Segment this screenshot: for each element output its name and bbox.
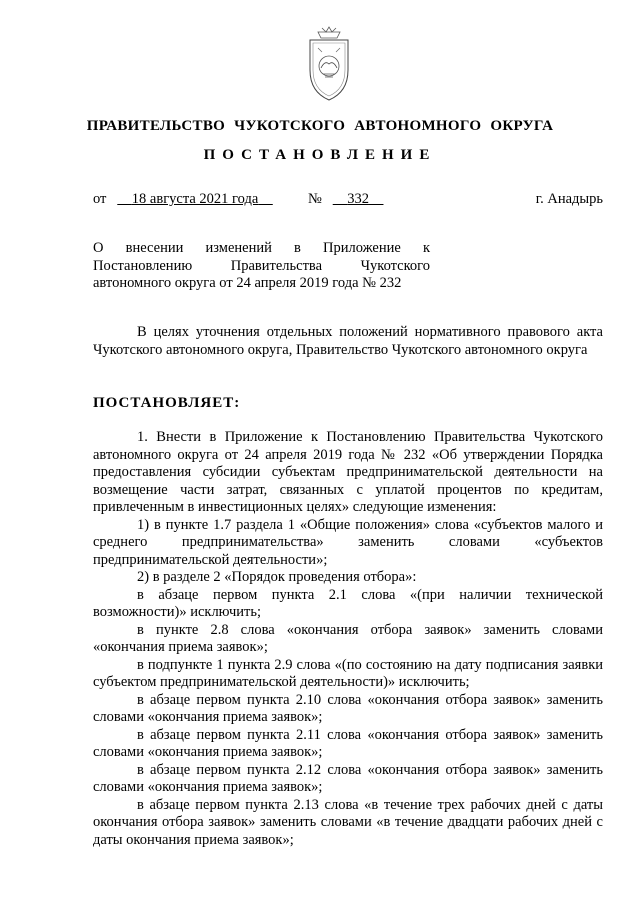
paragraph: в абзаце первом пункта 2.1 слова «(при наличии технической возможности)» исключить; <box>93 586 603 620</box>
paragraph: в абзаце первом пункта 2.11 слова «окончания отбора заявок» заменить словами «окончания приема заявок»; <box>93 726 603 760</box>
paragraph: в абзаце первом пункта 2.13 слова «в течение трех рабочих дней с даты окончания отбора заявок» заменить словами «в течение двадцати рабочих дней с даты окончания приема заявок»; <box>93 796 603 848</box>
paragraph: в абзаце первом пункта 2.10 слова «окончания отбора заявок» заменить словами «окончания приема заявок»; <box>93 691 603 725</box>
paragraph: в пункте 2.8 слова «окончания отбора заявок» заменить словами «окончания приема заявок»; <box>93 621 603 655</box>
subject-line: О внесении изменений в Приложение к <box>93 240 430 256</box>
subject-line: автономного округа от 24 апреля 2019 года № 232 <box>93 275 402 291</box>
date-value: 18 августа 2021 года <box>131 191 259 207</box>
number-prefix: № <box>308 191 322 207</box>
date-field <box>93 191 273 208</box>
number-field <box>308 191 383 208</box>
decree-subject <box>93 240 430 293</box>
paragraph: 2) в разделе 2 «Порядок проведения отбора»: <box>137 569 417 585</box>
preamble-block <box>93 324 603 359</box>
date-prefix: от <box>93 191 107 207</box>
subject-line: Постановлению Правительства Чукотского <box>93 257 430 274</box>
decree-body <box>93 429 603 849</box>
document-type-title: ПОСТАНОВЛЕНИЕ <box>203 147 437 163</box>
chukotka-coat-of-arms-icon <box>304 26 354 104</box>
paragraph: в абзаце первом пункта 2.12 слова «окончания отбора заявок» заменить словами «окончания приема заявок»; <box>93 761 603 795</box>
paragraph: 1) в пункте 1.7 раздела 1 «Общие положения» слова «субъектов малого и среднего предпринимательства» заменить словами «субъектов предпринимательской деятельности»; <box>93 516 603 568</box>
resolves-heading: ПОСТАНОВЛЯЕТ: <box>93 395 241 411</box>
number-value: 332 <box>347 191 369 207</box>
government-title: ПРАВИТЕЛЬСТВО ЧУКОТСКОГО АВТОНОМНОГО ОКРУГА <box>86 118 554 134</box>
paragraph: 1. Внести в Приложение к Постановлению Правительства Чукотского автономного округа от 24 апреля 2019 года № 232 «Об утверждении Порядка предоставления субсидии субъектам предпринимательской деятельности на возмещение части затрат, связанных с уплатой процентов по кредитам, привлеченным в инвестиционных целях» следующие изменения: <box>93 429 603 515</box>
paragraph: в подпункте 1 пункта 2.9 слова «(по состоянию на дату подписания заявки субъектом предпринимательской деятельности)» исключить; <box>93 656 603 690</box>
city-label: г. Анадырь <box>535 191 603 207</box>
preamble-text: В целях уточнения отдельных положений нормативного правового акта Чукотского автономного округа, Правительство Чукотского автономного округа <box>93 324 603 358</box>
